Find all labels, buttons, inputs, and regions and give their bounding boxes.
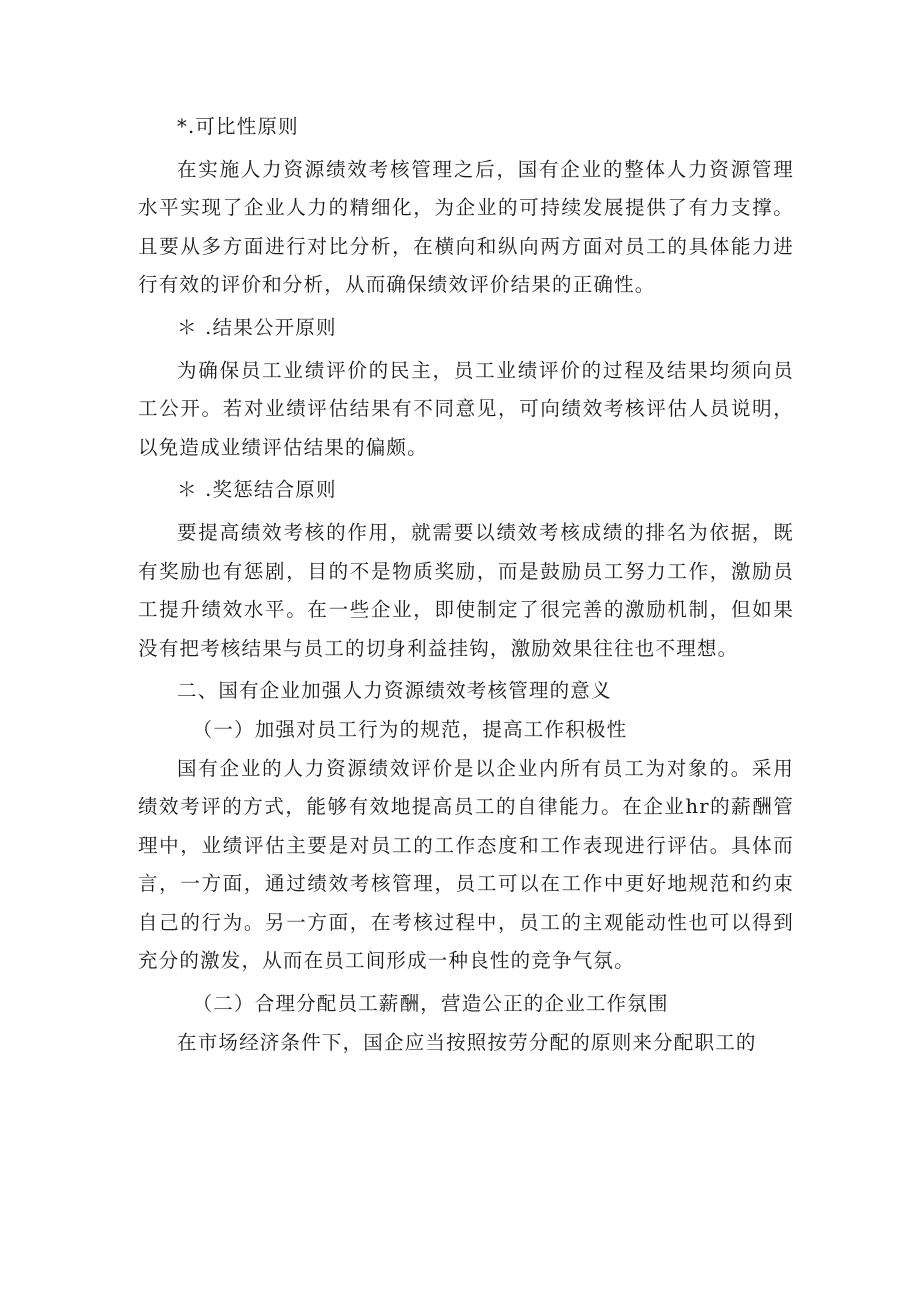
- paragraph-comparability: 在实施人力资源绩效考核管理之后，国有企业的整体人力资源管理水平实现了企业人力的精细化，为企业的可持续发展提供了有力支撑。且要从多方面进行对比分析，在横向和纵向两方面对员工的具体能力进行有效的评价和分析，从而确保绩效评价结果的正确性。: [138, 157, 794, 297]
- paragraph-public-results: 为确保员工业绩评价的民主，员工业绩评价的过程及结果均须向员工公开。若对业绩评估结果有不同意见，可向绩效考核评估人员说明，以免造成业绩评估结果的偏颇。: [138, 358, 794, 459]
- paragraph-reward-punishment: 要提高绩效考核的作用，就需要以绩效考核成绩的排名为依据，既有奖励也有惩剧，目的不是物质奖励，而是鼓励员工努力工作，激励员工提升绩效水平。在一些企业，即使制定了很完善的激励机制，但如果没有把考核结果与员工的切身利益挂钩，激励效果往往也不理想。: [138, 520, 794, 660]
- section-heading-reward-punishment: ＊ .奖惩结合原则: [177, 478, 337, 502]
- subsection-heading-behavior: （一）加强对员工行为的规范，提高工作积极性: [192, 717, 628, 741]
- section-heading-public-results: ＊ .结果公开原则: [177, 315, 337, 339]
- paragraph-behavior: 国有企业的人力资源绩效评价是以企业内所有员工为对象的。采用绩效考评的方式，能够有效地提高员工的自律能力。在企业hr的薪酬管理中，业绩评估主要是对员工的工作态度和工作表现进行评估。具体而言，一方面，通过绩效考核管理，员工可以在工作中更好地规范和约束自己的行为。另一方面，在考核过程中，员工的主观能动性也可以得到充分的激发，从而在员工间形成一种良性的竞争气氛。: [138, 756, 794, 973]
- section-heading-comparability: *.可比性原则: [177, 115, 299, 138]
- document-body: [138, 104, 794, 1062]
- chapter-heading-significance: 二、国有企业加强人力资源绩效考核管理的意义: [177, 679, 612, 703]
- subsection-heading-compensation: （二）合理分配员工薪酬，营造公正的企业工作氛围: [192, 992, 669, 1016]
- paragraph-compensation: 在市场经济条件下，国企应当按照按劳分配的原则来分配职工的: [177, 1030, 757, 1054]
